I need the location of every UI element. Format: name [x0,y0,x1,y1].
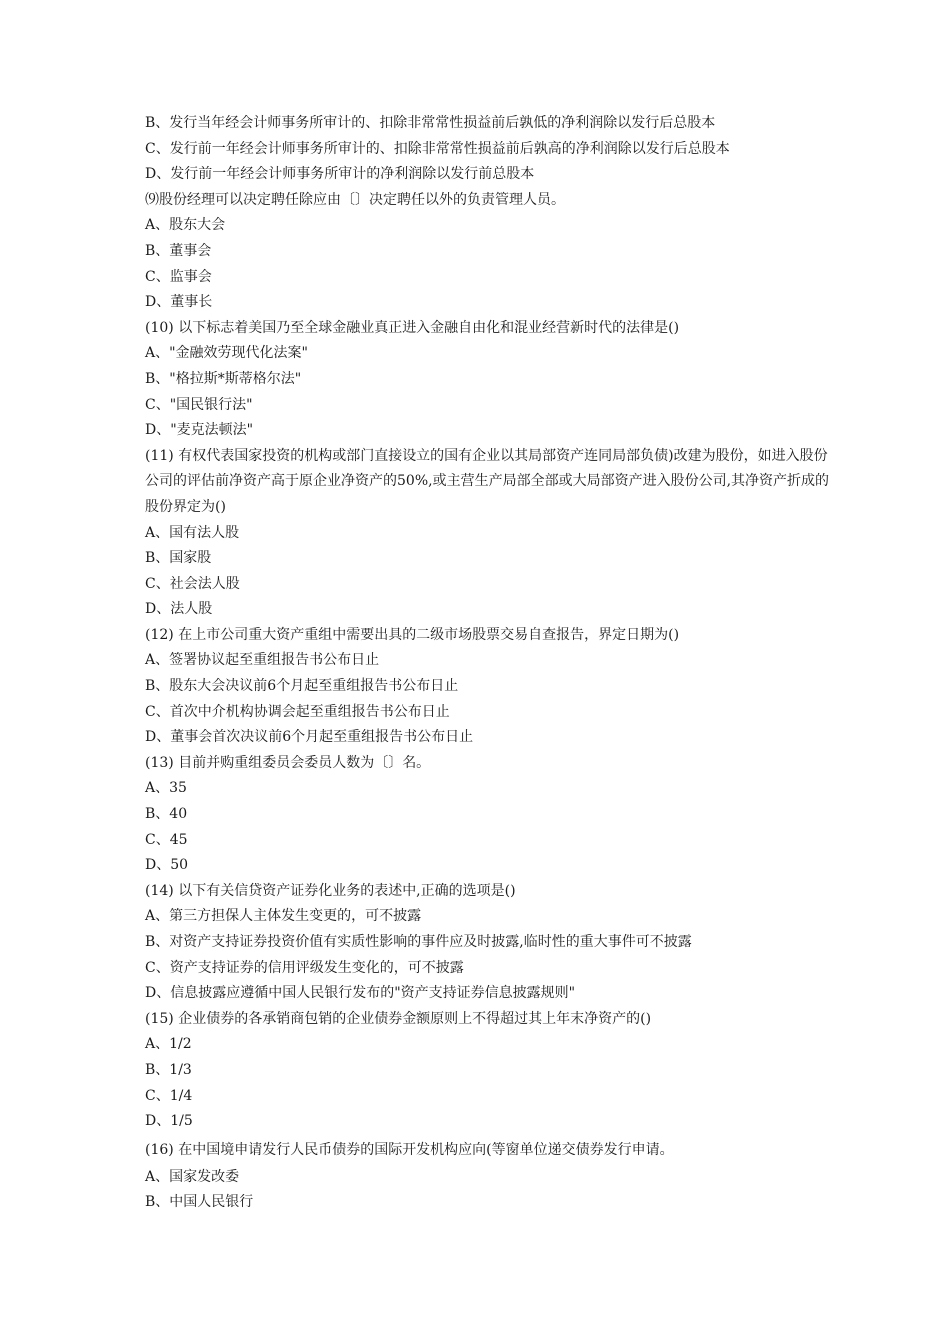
option-line: B、董事会 [145,242,212,259]
question-13: (13) 目前并购重组委员会委员人数为〔〕名。 [145,754,431,771]
option-line: B、国家股 [145,550,212,567]
option-line: A、股东大会 [145,217,226,234]
option-line: D、信息披露应遵循中国人民银行发布的"资产支持证券信息披露规则" [145,985,576,1002]
option-line: D、董事会首次决议前6个月起至重组报告书公布日止 [145,729,474,746]
option-line: B、对资产支持证券投资价值有实质性影响的事件应及时披露,临时性的重大事件可不披露 [145,934,692,950]
option-line: A、签署协议起至重组报告书公布日止 [145,652,380,669]
question-14: (14) 以下有关信贷资产证券化业务的表述中,正确的选项是() [145,882,516,899]
option-line: A、国有法人股 [145,524,240,541]
option-line: B、40 [145,806,188,823]
option-line: A、1/2 [145,1036,192,1053]
question-12: (12) 在上市公司重大资产重组中需要出具的二级市场股票交易自查报告，界定日期为() [145,626,680,643]
option-line: B、股东大会决议前6个月起至重组报告书公布日止 [145,678,459,695]
option-line: A、第三方担保人主体发生变更的，可不披露 [145,908,422,925]
option-line: C、45 [145,831,188,848]
option-line: D、发行前一年经会计师事务所审计的净利润除以发行前总股本 [145,166,535,183]
option-line: C、首次中介机构协调会起至重组报告书公布日止 [145,703,450,720]
option-line: B、发行当年经会计师事务所审计的、扣除非常常性损益前后孰低的净利润除以发行后总股本 [145,115,716,131]
question-9: ⑼股份经理可以决定聘任除应由〔〕决定聘任以外的负责管理人员。 [145,191,565,208]
question-15: (15) 企业债券的各承销商包销的企业债券金额原则上不得超过其上年末净资产的() [145,1010,652,1027]
option-line: C、"国民银行法" [145,396,253,413]
option-line: A、35 [145,780,187,797]
option-line: D、50 [145,857,189,874]
option-line: C、监事会 [145,268,212,285]
question-16: (16) 在中国境申请发行人民币债券的国际开发机构应向(等窗单位递交债券发行申请。 [145,1141,674,1158]
option-line: C、1/4 [145,1087,193,1104]
option-line: D、董事长 [145,294,213,311]
option-line: A、国家发改委 [145,1168,240,1185]
option-line: D、法人股 [145,601,213,618]
option-line: D、"麦克法顿法" [145,422,254,439]
document-page [145,111,835,1216]
option-line: A、"金融效劳现代化法案" [145,345,308,362]
question-10: (10) 以下标志着美国乃至全球金融业真正进入金融自由化和混业经营新时代的法律是() [145,319,680,336]
option-line: D、1/5 [145,1113,193,1130]
option-line: B、中国人民银行 [145,1194,254,1211]
question-11: (11) 有权代表国家投资的机构或部门直接设立的国有企业以其局部资产连同局部负债)改建为股份，如进入股份公司的评估前净资产高于原企业净资产的50%,或主营生产局部全部或大局部资产进入股份公司,其净资产折成的股份界定为() [145,447,830,515]
option-line: C、社会法人股 [145,575,240,592]
option-line: B、1/3 [145,1061,192,1078]
option-line: B、"格拉斯*斯蒂格尔法" [145,370,302,387]
option-line: C、发行前一年经会计师事务所审计的、扣除非常常性损益前后孰高的净利润除以发行后总股本 [145,140,730,157]
option-line: C、资产支持证券的信用评级发生变化的，可不披露 [145,959,464,976]
